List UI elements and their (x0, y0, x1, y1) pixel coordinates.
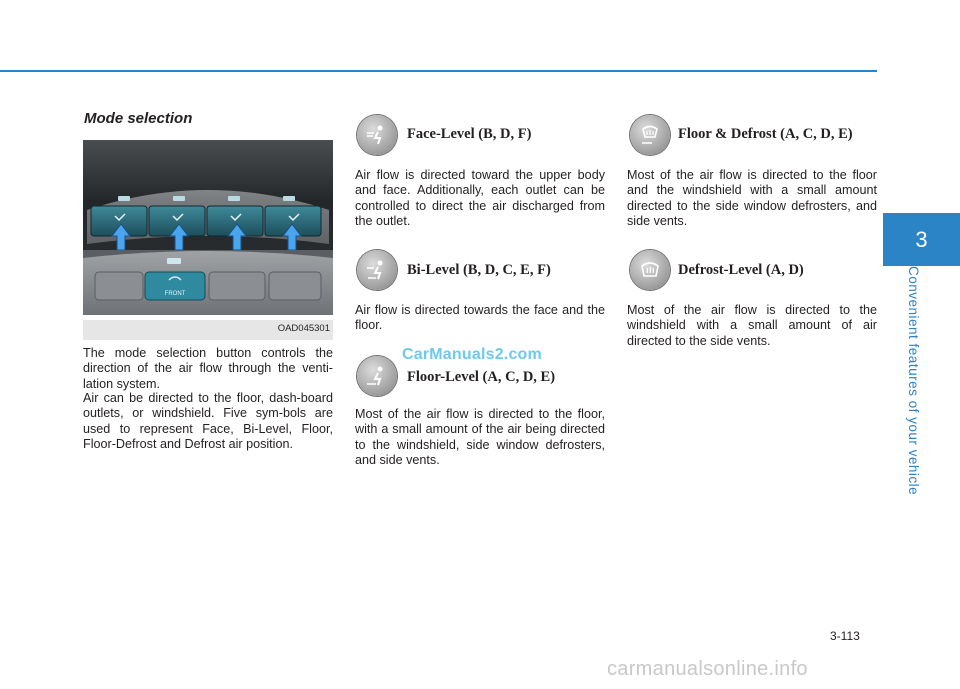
header-rule (0, 70, 877, 72)
floor-level-icon (357, 356, 397, 396)
chapter-title: Convenient features of your vehicle (906, 266, 921, 496)
chapter-tab (883, 213, 960, 266)
mode-body-defrost-level: Most of the air flow is directed to the windshield with a small amount of air directed to the side vents. (627, 303, 877, 348)
chapter-number: 3 (915, 226, 928, 252)
mode-body-floor-level: Most of the air flow is directed to the floor, with a small amount of the air being directed to the windshield, side window defrosters, and side vents. (355, 407, 605, 468)
section-title: Mode selection (84, 110, 193, 127)
mode-body-bi-level: Air flow is directed towards the face and the floor. (355, 303, 605, 333)
site-watermark: carmanualsonline.info (607, 658, 808, 680)
figure-caption: OAD045301 (277, 323, 330, 334)
mode-heading-face-level: Face-Level (B, D, F) (407, 126, 532, 142)
figure-caption-bar (83, 320, 333, 340)
floor-defrost-icon (630, 115, 670, 155)
mode-heading-bi-level: Bi-Level (B, D, C, E, F) (407, 262, 551, 278)
defrost-level-icon (630, 250, 670, 290)
front-button-label: FRONT (164, 291, 186, 297)
page-number: 3-113 (830, 629, 860, 643)
mode-heading-floor-level: Floor-Level (A, C, D, E) (407, 369, 556, 385)
intro-paragraph: The mode selection button controls the direction of the air flow through the venti-lation system. (83, 346, 333, 391)
mode-body-face-level: Air flow is directed toward the upper body and face. Additionally, each outlet can be controlled to direct the air discharged from the outlet. (355, 168, 605, 229)
face-level-icon (357, 115, 397, 155)
mode-heading-defrost-level: Defrost-Level (A, D) (678, 262, 804, 278)
brand-watermark: CarManuals2.com (402, 346, 542, 363)
symbols-paragraph: Air can be directed to the floor, dash-board outlets, or windshield. Five sym-bols are used to represent Face, Bi-Level, Floor, Floor-Defrost and Defrost air position. (83, 391, 333, 452)
mode-body-floor-defrost: Most of the air flow is directed to the floor and the windshield with a small amount directed to the side window defrosters, and side vents. (627, 168, 877, 229)
control-panel-photo (83, 140, 333, 315)
mode-heading-floor-defrost: Floor & Defrost (A, C, D, E) (678, 126, 853, 142)
bi-level-icon (357, 250, 397, 290)
